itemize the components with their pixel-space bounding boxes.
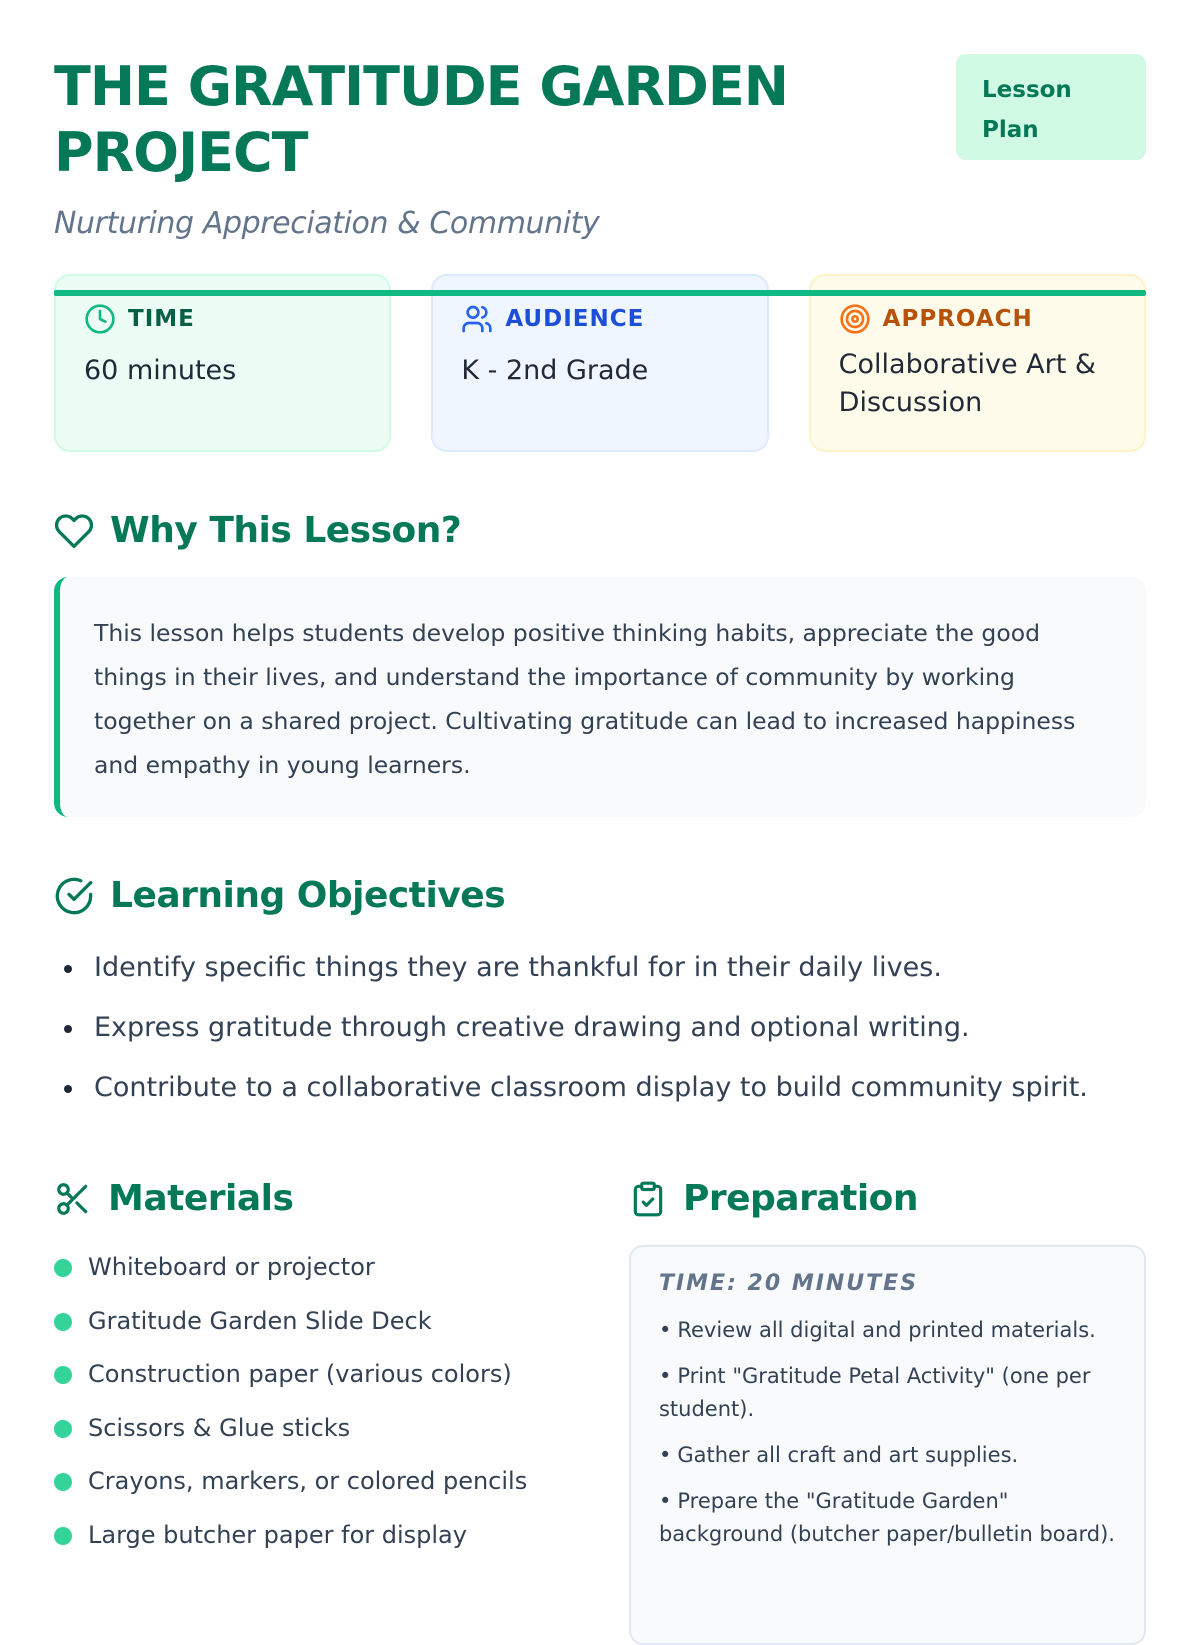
approach-value: Collaborative Art & Discussion bbox=[838, 349, 1096, 418]
preparation-list bbox=[659, 1314, 1116, 1551]
list-item: Gratitude Garden Slide Deck bbox=[54, 1295, 579, 1349]
time-value: 60 minutes bbox=[84, 355, 237, 386]
why-section bbox=[54, 510, 1146, 817]
materials-list bbox=[54, 1241, 579, 1562]
time-card bbox=[54, 274, 391, 452]
preparation-section bbox=[629, 1178, 1146, 1645]
objectives-heading: Learning Objectives bbox=[110, 875, 506, 916]
audience-label: AUDIENCE bbox=[505, 306, 645, 332]
preparation-heading: Preparation bbox=[682, 1178, 919, 1219]
list-item: Whiteboard or projector bbox=[54, 1241, 579, 1295]
list-item: Crayons, markers, or colored pencils bbox=[54, 1455, 579, 1509]
info-cards bbox=[54, 274, 1146, 452]
page-subtitle: Nurturing Appreciation & Community bbox=[54, 206, 600, 241]
bottom-columns bbox=[54, 1178, 1146, 1645]
clipboard-check-icon bbox=[629, 1180, 667, 1218]
preparation-box bbox=[629, 1245, 1146, 1645]
audience-value: K - 2nd Grade bbox=[461, 355, 649, 386]
list-item: Contribute to a collaborative classroom display to build community spirit. bbox=[54, 1058, 1146, 1118]
list-item-text: Print "Gratitude Petal Activity" (one per student). bbox=[658, 1364, 1091, 1421]
list-item-text: Gather all craft and art supplies. bbox=[677, 1443, 1019, 1467]
bullet: • bbox=[658, 1489, 672, 1513]
lesson-plan-badge: Lesson Plan bbox=[956, 54, 1146, 160]
page-title: THE GRATITUDE GARDEN PROJECT bbox=[54, 55, 788, 184]
objectives-section bbox=[54, 875, 1146, 1118]
bullet: • bbox=[658, 1443, 672, 1467]
audience-card bbox=[431, 274, 768, 452]
time-label: TIME bbox=[128, 306, 195, 332]
why-heading: Why This Lesson? bbox=[110, 510, 462, 551]
list-item-text: Prepare the "Gratitude Garden" background (butcher paper/bulletin board). bbox=[658, 1489, 1115, 1546]
users-icon bbox=[461, 303, 493, 335]
list-item: Large butcher paper for display bbox=[54, 1509, 579, 1563]
preparation-time: TIME: 20 MINUTES bbox=[658, 1271, 919, 1296]
heart-icon bbox=[54, 511, 94, 551]
check-circle-icon bbox=[54, 876, 94, 916]
list-item bbox=[659, 1314, 1116, 1347]
list-item: Identify specific things they are thankful for in their daily lives. bbox=[54, 938, 1146, 998]
list-item: Scissors & Glue sticks bbox=[54, 1402, 579, 1456]
list-item bbox=[659, 1360, 1116, 1426]
approach-card bbox=[809, 274, 1146, 452]
list-item bbox=[659, 1485, 1116, 1551]
scissors-icon bbox=[54, 1180, 92, 1218]
bullet: • bbox=[658, 1364, 672, 1388]
approach-label: APPROACH bbox=[882, 306, 1033, 332]
header bbox=[54, 0, 1146, 241]
bullet: • bbox=[658, 1318, 672, 1342]
list-item bbox=[659, 1439, 1116, 1472]
clock-icon bbox=[84, 303, 116, 335]
list-item-text: Review all digital and printed materials. bbox=[677, 1318, 1096, 1342]
target-icon bbox=[839, 303, 871, 335]
list-item: Express gratitude through creative drawing and optional writing. bbox=[54, 998, 1146, 1058]
materials-section bbox=[54, 1178, 579, 1645]
why-text: This lesson helps students develop positive thinking habits, appreciate the good things in their lives, and understand the importance of community by working together on a shared project. Cultivating gratitude can lead to increased happiness and empathy in young learners. bbox=[54, 577, 1146, 817]
objectives-list bbox=[54, 938, 1146, 1118]
header-divider bbox=[54, 290, 1146, 296]
materials-heading: Materials bbox=[108, 1178, 294, 1219]
list-item: Construction paper (various colors) bbox=[54, 1348, 579, 1402]
